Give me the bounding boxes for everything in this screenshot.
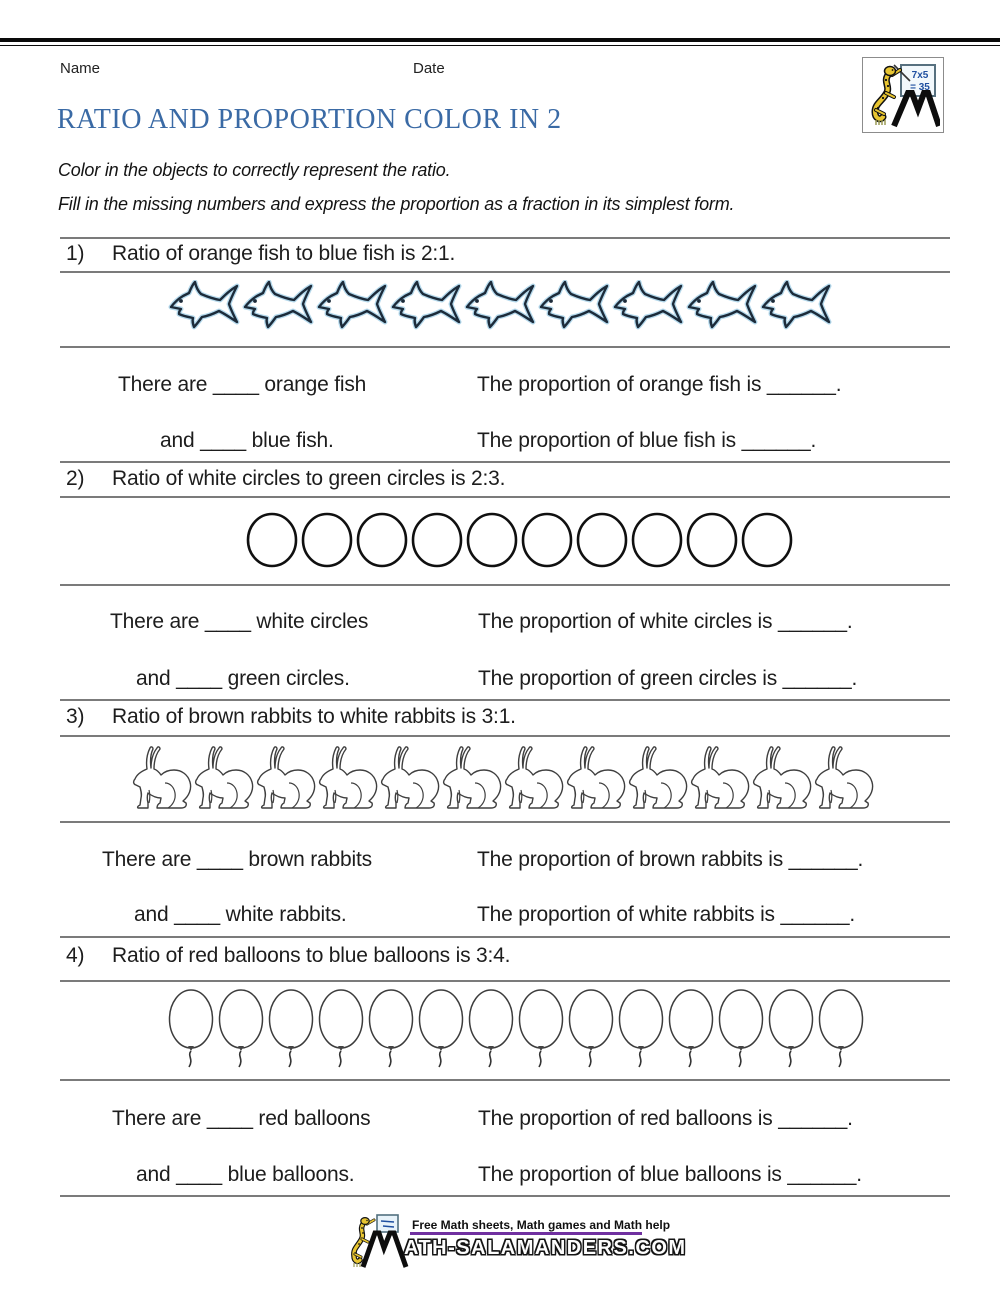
fish-icon [464, 280, 538, 330]
balloon-icon [667, 988, 717, 1070]
salamander-easel-icon [866, 61, 940, 129]
circle-icon [521, 512, 576, 568]
salamander-head [361, 1218, 369, 1225]
fish-icon [316, 280, 390, 330]
question-1-proportion-statement-1: The proportion of orange fish is ______. [477, 373, 842, 396]
board-text-line1: 7x5 [911, 70, 929, 81]
fish-icon [242, 280, 316, 330]
rabbit-icon [628, 746, 690, 810]
salamander-head [885, 67, 896, 76]
page-title: RATIO AND PROPORTION COLOR IN 2 [57, 104, 562, 135]
balloon-icon [767, 988, 817, 1070]
question-1-proportion-statement-2: The proportion of blue fish is ______. [477, 429, 817, 452]
circle-icon [741, 512, 796, 568]
rabbit-icon [318, 746, 380, 810]
balloon-icon [317, 988, 367, 1070]
divider-line [60, 237, 950, 239]
question-4-prompt: Ratio of red balloons to blue balloons is 3:4. [112, 944, 511, 967]
footer-underline [410, 1232, 642, 1235]
circle-icon [466, 512, 521, 568]
question-2-number: 2) [66, 467, 85, 490]
fish-icon [686, 280, 760, 330]
balloon-icon [617, 988, 667, 1070]
divider-line [60, 461, 950, 463]
date-label: Date [413, 60, 445, 77]
top-border-thick [0, 38, 1000, 42]
balloon-icon [367, 988, 417, 1070]
question-2-count-statement-2: and ____ green circles. [136, 667, 350, 690]
whiteboard [377, 1215, 398, 1232]
question-2-proportion-statement-1: The proportion of white circles is ______. [478, 610, 853, 633]
circle-icon [301, 512, 356, 568]
fish-row [168, 280, 834, 330]
board-text-line2: = 35 [910, 82, 930, 93]
balloon-row [167, 988, 867, 1070]
question-3-count-statement-1: There are ____ brown rabbits [102, 848, 372, 871]
footer-tagline: Free Math sheets, Math games and Math help [412, 1218, 671, 1232]
rabbit-row [132, 746, 876, 810]
balloon-icon [167, 988, 217, 1070]
rabbit-icon [442, 746, 504, 810]
rabbit-icon [690, 746, 752, 810]
fish-icon [612, 280, 686, 330]
question-4-proportion-statement-1: The proportion of red balloons is ______. [478, 1107, 853, 1130]
question-2-prompt: Ratio of white circles to green circles is 2:3. [112, 467, 506, 490]
balloon-icon [467, 988, 517, 1070]
question-3-proportion-statement-1: The proportion of brown rabbits is ______. [477, 848, 864, 871]
footer-logo [350, 1212, 410, 1275]
question-4-number: 4) [66, 944, 85, 967]
divider-line [60, 980, 950, 982]
footer-site-name: ATH-SALAMANDERS.COM [404, 1237, 687, 1259]
question-2-proportion-statement-2: The proportion of green circles is ______. [478, 667, 858, 690]
easel-legs [363, 1233, 406, 1267]
easel-legs [894, 93, 939, 126]
divider-line [60, 271, 950, 273]
question-1-prompt: Ratio of orange fish to blue fish is 2:1. [112, 242, 456, 265]
circle-icon [411, 512, 466, 568]
divider-line [60, 936, 950, 938]
balloon-icon [717, 988, 767, 1070]
balloon-icon [217, 988, 267, 1070]
question-1-count-statement-1: There are ____ orange fish [118, 373, 367, 396]
circle-icon [356, 512, 411, 568]
divider-line [60, 699, 950, 701]
question-3-number: 3) [66, 705, 85, 728]
salamander-easel-icon [350, 1212, 410, 1270]
balloon-icon [267, 988, 317, 1070]
rabbit-icon [194, 746, 256, 810]
question-3-count-statement-2: and ____ white rabbits. [134, 903, 347, 926]
divider-line [60, 821, 950, 823]
balloon-icon [567, 988, 617, 1070]
circle-icon [246, 512, 301, 568]
question-4-count-statement-1: There are ____ red balloons [112, 1107, 371, 1130]
fish-icon [538, 280, 612, 330]
divider-line [60, 346, 950, 348]
name-label: Name [60, 60, 101, 77]
question-1-number: 1) [66, 242, 85, 265]
question-3-prompt: Ratio of brown rabbits to white rabbits is 3:1. [112, 705, 516, 728]
question-4-proportion-statement-2: The proportion of blue balloons is ______. [478, 1163, 862, 1186]
instruction-line-2: Fill in the missing numbers and express the proportion as a fraction in its simplest form. [58, 194, 735, 214]
brand-logo [862, 57, 944, 133]
balloon-icon [417, 988, 467, 1070]
fish-icon [390, 280, 464, 330]
rabbit-icon [380, 746, 442, 810]
question-3-proportion-statement-2: The proportion of white rabbits is ______. [477, 903, 855, 926]
question-4-count-statement-2: and ____ blue balloons. [136, 1163, 355, 1186]
divider-line [60, 496, 950, 498]
instruction-line-1: Color in the objects to correctly represent the ratio. [58, 160, 451, 180]
circle-icon [686, 512, 741, 568]
balloon-icon [817, 988, 867, 1070]
balloon-icon [517, 988, 567, 1070]
circle-row [246, 512, 796, 568]
question-2-count-statement-1: There are ____ white circles [110, 610, 369, 633]
circle-icon [631, 512, 686, 568]
rabbit-icon [566, 746, 628, 810]
rabbit-icon [256, 746, 318, 810]
circle-icon [576, 512, 631, 568]
fish-icon [760, 280, 834, 330]
fish-icon [168, 280, 242, 330]
question-1-count-statement-2: and ____ blue fish. [160, 429, 334, 452]
rabbit-icon [814, 746, 876, 810]
top-border-thin [0, 45, 1000, 46]
rabbit-icon [132, 746, 194, 810]
rabbit-icon [752, 746, 814, 810]
divider-line [60, 1079, 950, 1081]
rabbit-icon [504, 746, 566, 810]
divider-line [60, 584, 950, 586]
divider-line [60, 735, 950, 737]
divider-line [60, 1195, 950, 1197]
